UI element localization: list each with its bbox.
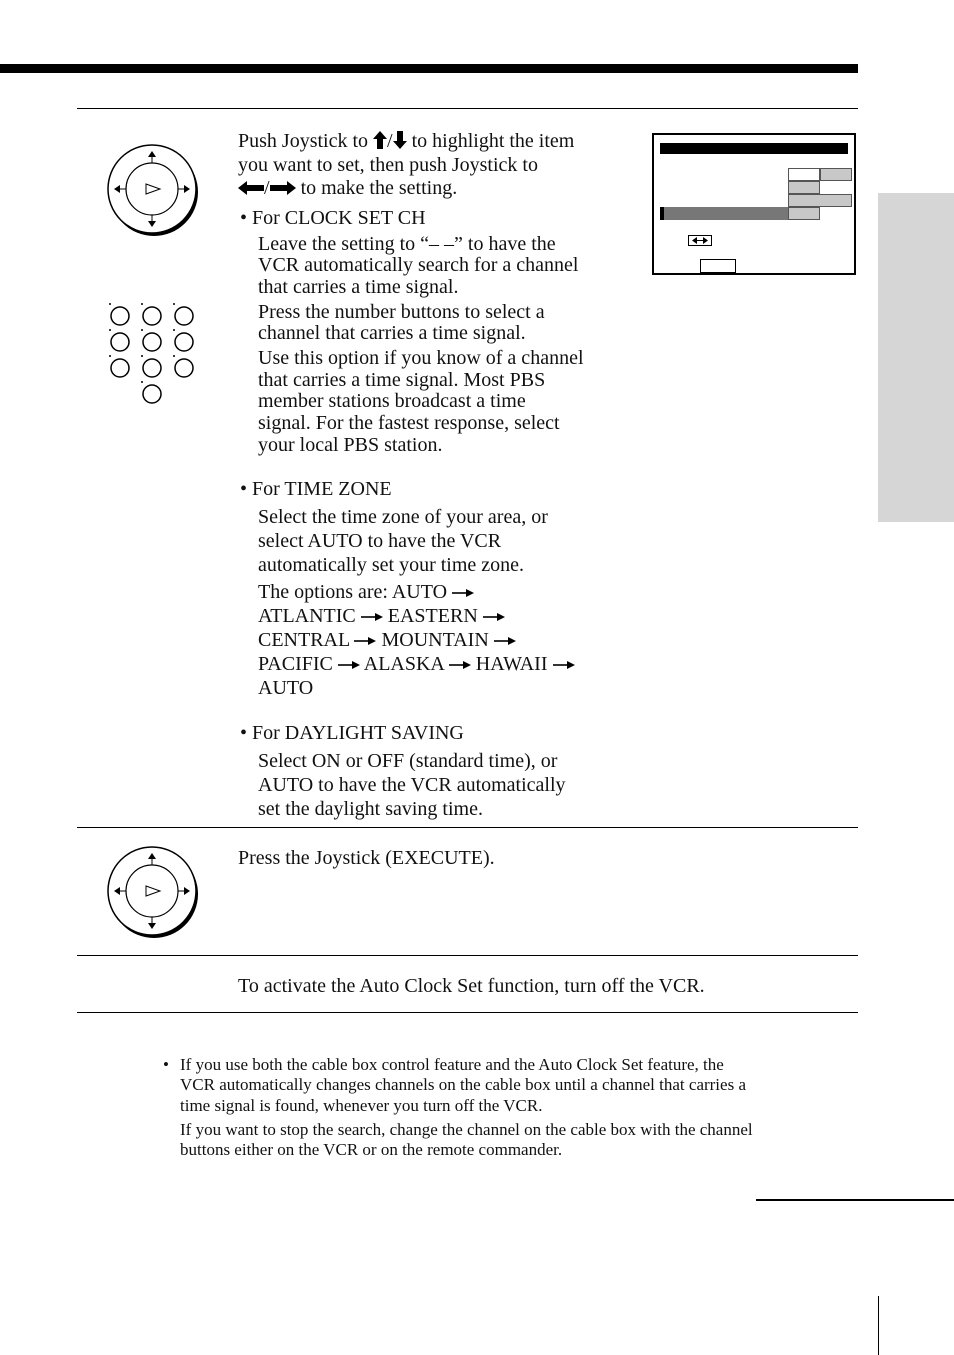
note-para1-line: If you use both the cable box control feature and the Auto Clock Set feature, the	[180, 1055, 724, 1074]
step1-intro-line2: you want to set, then push Joystick to	[238, 154, 538, 176]
osd-value-box	[788, 207, 820, 220]
page-edge-rule	[878, 1296, 879, 1355]
osd-title-bar	[660, 143, 848, 154]
osd-value-box	[788, 168, 820, 181]
arrow-right-icon	[449, 660, 471, 670]
zone-options-line: PACIFIC ALASKA HAWAII	[258, 653, 575, 676]
note-bullet: •	[163, 1055, 169, 1074]
clock-para1-line: VCR automatically search for a channel	[258, 254, 579, 276]
step1-intro-line3: / to make the setting.	[238, 177, 457, 200]
section-rule	[77, 955, 858, 956]
joystick-icon	[106, 846, 202, 942]
clock-para1-line: Leave the setting to “– –” to have the	[258, 233, 556, 255]
clock-para3-line: member stations broadcast a time	[258, 390, 526, 412]
zone-options-line: CENTRAL MOUNTAIN	[258, 629, 516, 652]
left-arrow-icon	[238, 181, 264, 195]
dst-para-line: set the daylight saving time.	[258, 798, 483, 820]
osd-value-box	[820, 168, 852, 181]
daylight-saving-heading: • For DAYLIGHT SAVING	[240, 722, 464, 744]
note-para1-line: time signal is found, whenever you turn off the VCR.	[180, 1096, 543, 1115]
arrow-right-icon	[338, 660, 360, 670]
dst-para-line: Select ON or OFF (standard time), or	[258, 750, 558, 772]
section-rule	[77, 1012, 858, 1013]
section-rule	[77, 827, 858, 828]
zone-para-line: select AUTO to have the VCR	[258, 530, 502, 552]
clock-para3-line: that carries a time signal. Most PBS	[258, 369, 546, 391]
arrow-right-icon	[354, 636, 376, 646]
arrow-right-icon	[361, 612, 383, 622]
header-rule	[0, 64, 858, 73]
note-para1-line: VCR automatically changes channels on the cable box until a channel that carries a	[180, 1075, 746, 1094]
clock-para1-line: that carries a time signal.	[258, 276, 459, 298]
zone-options-line: AUTO	[258, 677, 314, 699]
step1-intro-line1: Push Joystick to / to highlight the item	[238, 130, 575, 152]
osd-highlight-bar	[660, 207, 788, 220]
clock-para3-line: signal. For the fastest response, select	[258, 412, 560, 434]
up-arrow-icon	[373, 131, 387, 149]
note-para2-line: If you want to stop the search, change the channel on the cable box with the channel	[180, 1120, 753, 1139]
right-arrow-icon	[270, 181, 296, 195]
zone-options-line: The options are: AUTO	[258, 581, 474, 604]
arrow-right-icon	[483, 612, 505, 622]
clock-para3-line: your local PBS station.	[258, 434, 443, 456]
chapter-tab	[878, 193, 954, 522]
time-zone-heading: • For TIME ZONE	[240, 478, 392, 500]
step3-text: To activate the Auto Clock Set function, turn off the VCR.	[238, 975, 705, 997]
section-rule-top	[77, 108, 858, 109]
osd-menu-screen	[652, 133, 856, 275]
step2-text: Press the Joystick (EXECUTE).	[238, 847, 495, 869]
osd-value-box	[788, 181, 820, 194]
arrow-right-icon	[452, 588, 474, 598]
footer-rule	[756, 1199, 954, 1201]
zone-para-line: automatically set your time zone.	[258, 554, 525, 576]
joystick-icon	[106, 144, 202, 240]
dst-para-line: AUTO to have the VCR automatically	[258, 774, 566, 796]
number-buttons-icon	[104, 300, 204, 410]
zone-options-line: ATLANTIC EASTERN	[258, 605, 505, 628]
zone-para-line: Select the time zone of your area, or	[258, 506, 548, 528]
clock-para2-line: Press the number buttons to select a	[258, 301, 545, 323]
arrow-right-icon	[494, 636, 516, 646]
osd-left-right-icon	[688, 235, 712, 246]
down-arrow-icon	[393, 131, 407, 149]
osd-value-box	[788, 194, 852, 207]
clock-para3-line: Use this option if you know of a channel	[258, 347, 584, 369]
arrow-right-icon	[553, 660, 575, 670]
osd-exit-box	[700, 259, 736, 273]
clock-para2-line: channel that carries a time signal.	[258, 322, 526, 344]
clock-set-ch-heading: • For CLOCK SET CH	[240, 207, 426, 229]
note-para2-line: buttons either on the VCR or on the remote commander.	[180, 1140, 563, 1159]
